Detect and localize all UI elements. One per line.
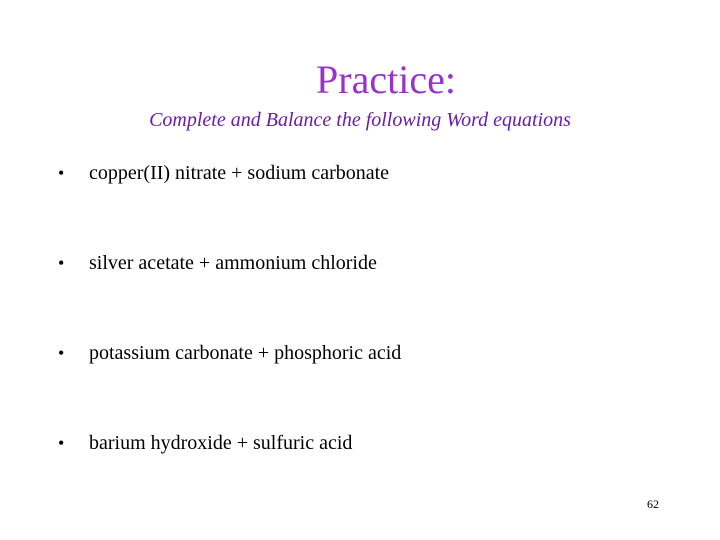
page-number: 62 [647,497,659,511]
bullet-item [58,430,418,484]
bullet-item [58,250,418,304]
bullet-text: silver acetate + ammonium chloride [89,252,377,274]
bullet-icon: • [58,343,65,363]
slide-title: Practice: [316,57,456,102]
bullet-text: barium hydroxide + sulfuric acid [89,432,353,454]
bullet-icon: • [58,253,65,273]
bullet-text: copper(II) nitrate + sodium carbonate [89,162,390,184]
bullet-list [58,160,418,520]
bullet-icon: • [58,433,65,453]
slide-subtitle: Complete and Balance the following Word equations [149,109,571,131]
bullet-item [58,340,418,394]
bullet-text: potassium carbonate + phosphoric acid [89,342,402,364]
bullet-icon: • [58,163,65,183]
bullet-item [58,160,418,214]
